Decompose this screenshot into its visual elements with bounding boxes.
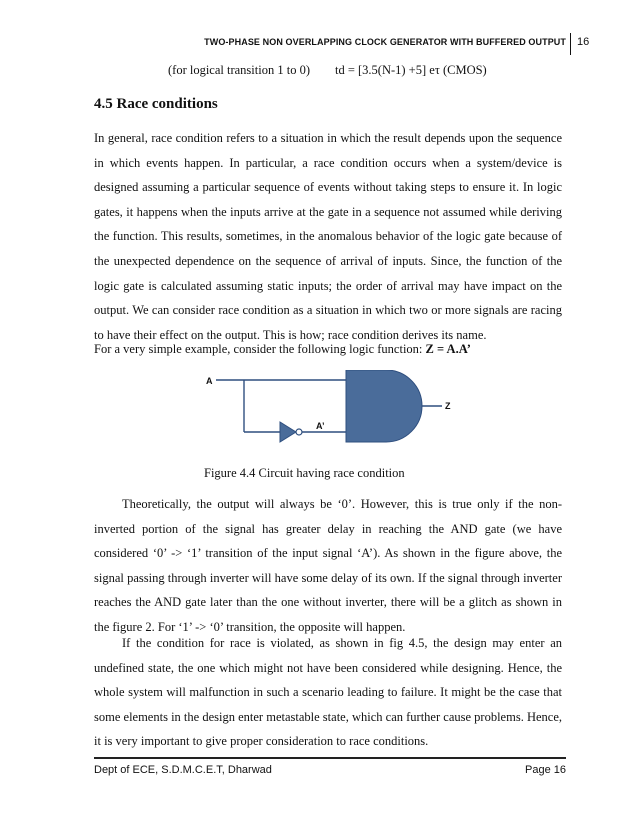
paragraph-violation: If the condition for race is violated, as shown in fig 4.5, the design may enter an undefined state, the one which might not have been considered while designing. Hence, the whole system will malfunction in such a scenario leading to failure. It might be the case that some elements in the design enter metastable state, which can further cause problems. Hence, it is very important to give proper consideration to race conditions. [94,636,562,749]
inverter-gate [280,422,296,442]
formula-expression: td = [3.5(N-1) +5] eτ (CMOS) [334,63,487,77]
race-condition-circuit [190,370,470,460]
label-z: Z [445,401,451,411]
label-a-bar: A’ [316,421,325,431]
formula-condition: (for logical transition 1 to 0) [168,63,310,77]
paragraph-theory: Theoretically, the output will always be ‘0’. However, this is true only if the non-inverted portion of the signal has greater delay in reaching the AND gate (we have considered ‘0’ -> ‘1’ transition of the input signal ‘A’). As shown in the figure above, the signal passing through inverter will have some delay of its own. If the signal through inverter reaches the AND gate later than the one without inverter, there will be a glitch as shown in the figure 2. For ‘1’ -> ‘0’ transition, the opposite will happen. [94,497,562,634]
section-heading: 4.5 Race conditions [94,96,218,112]
example-line [94,342,471,357]
header-title: TWO-PHASE NON OVERLAPPING CLOCK GENERATOR WITH BUFFERED OUTPUT [204,37,566,47]
delay-formula [168,63,487,78]
footer-department: Dept of ECE, S.D.M.C.E.T, Dharwad [94,764,272,776]
header-separator [570,33,571,55]
example-function: Z = A.A’ [425,342,471,356]
and-gate [346,370,422,442]
paragraph-race-definition: In general, race condition refers to a situation in which the result depends upon the sequence in which events happen. In particular, a race condition occurs when a system/device is designed assuming a particular sequence of events without taking steps to ensure it. In logic gates, it happens when the inputs arrive at the gate in a sequence not assumed while deriving the function. This results, sometimes, in the anomalous behavior of the logic gate because of the unexpected dependence on the sequence of arrival of inputs. Since, the function of the logic gate is calculated assuming static inputs; the order of arrival may have impact on the output. We can consider race condition as a situation in which two or more signals are racing to have their effect on the output. This is how; race condition derives its name. [94,131,562,342]
example-text: For a very simple example, consider the following logic function: [94,342,426,356]
page-header [0,27,638,49]
label-a: A [206,376,213,386]
inverter-bubble [296,429,302,435]
figure-caption: Figure 4.4 Circuit having race condition [204,466,405,480]
header-page-number: 16 [577,36,590,48]
footer-page: Page 16 [525,764,566,776]
footer-rule [94,757,566,759]
